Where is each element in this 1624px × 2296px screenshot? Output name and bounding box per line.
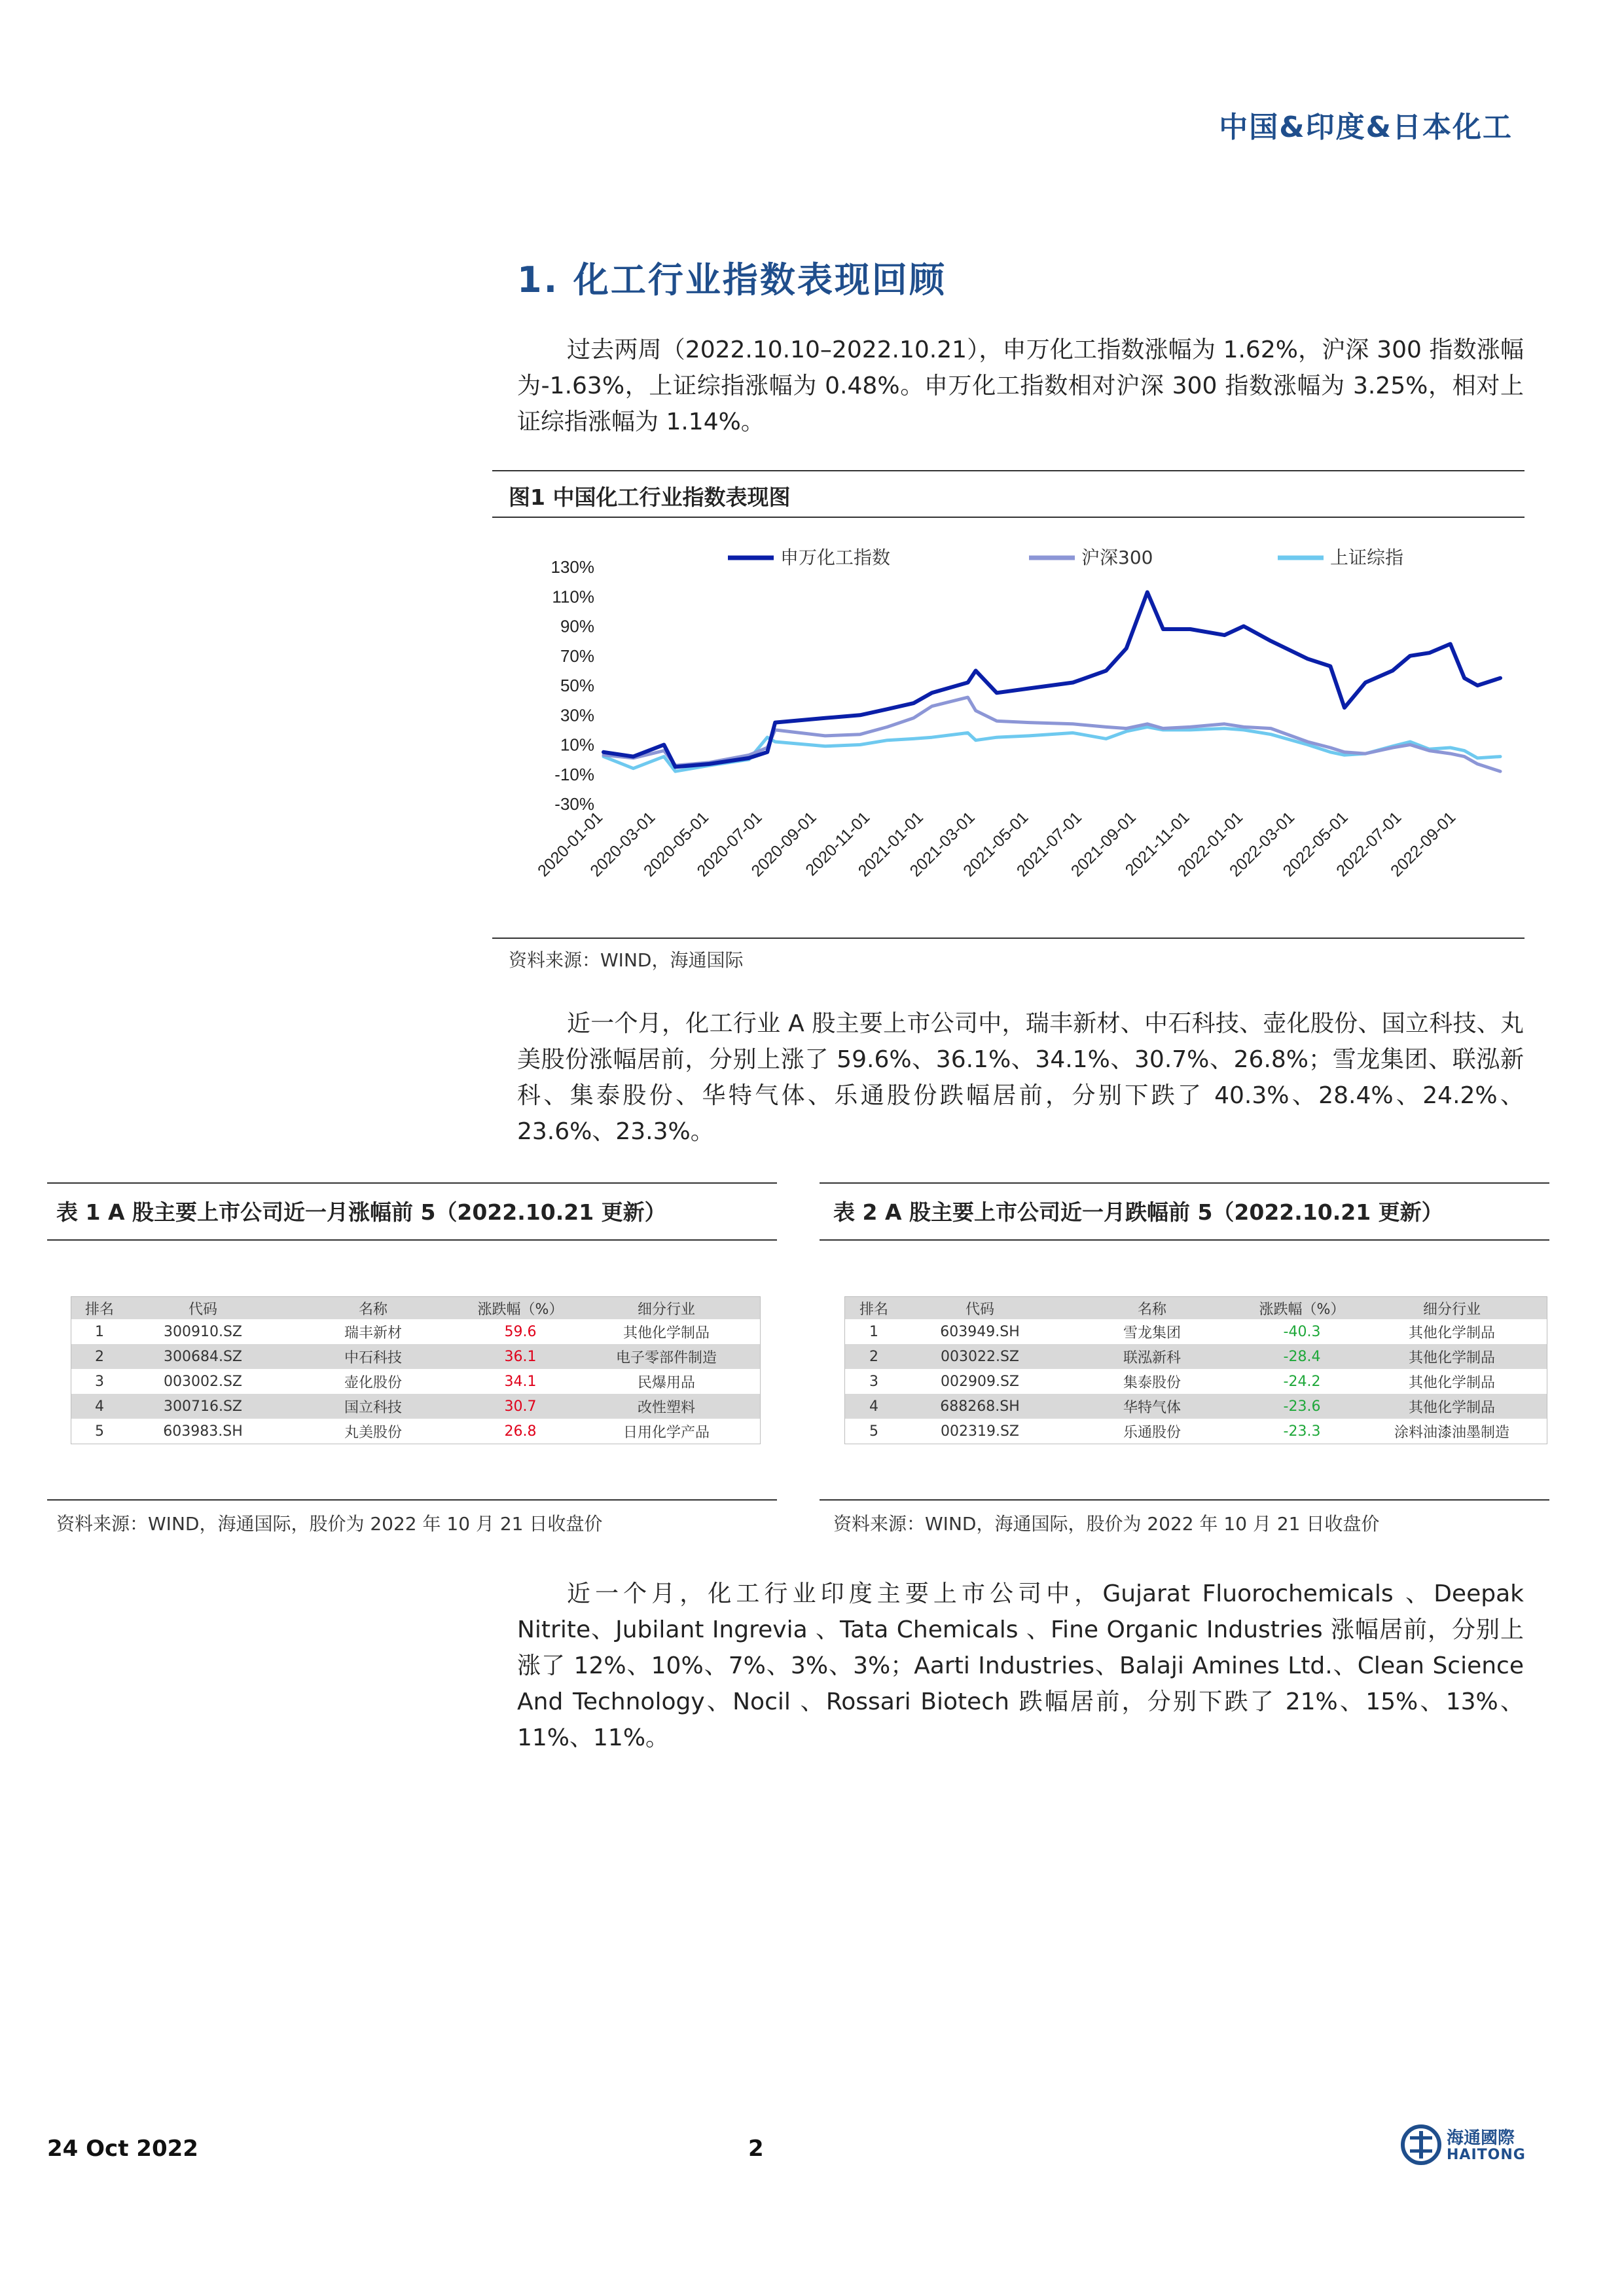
y-tick-label: 10%	[560, 735, 594, 755]
series-line	[604, 592, 1500, 767]
rank-cell: 2	[845, 1344, 903, 1369]
table2-top-rule	[820, 1182, 1549, 1184]
x-tick-label: 2021-11-01	[1121, 808, 1193, 880]
table-row	[71, 1369, 760, 1394]
legend-label: 上证综指	[1330, 547, 1404, 568]
change-cell: -28.4	[1247, 1344, 1357, 1369]
paragraph-text: 过去两周（2022.10.10–2022.10.21），申万化工指数涨幅为 1.62%，沪深 300 指数涨幅为-1.63%，上证综指涨幅为 0.48%。申万化工指数相对沪深 300 指数涨幅为 3.25%，相对上证综指涨幅为 1.14%。	[517, 337, 1524, 435]
x-tick-label: 2020-05-01	[640, 808, 713, 881]
rank-cell: 1	[869, 1323, 878, 1340]
column-header: 名称	[1057, 1297, 1247, 1319]
table-row	[71, 1344, 760, 1369]
name-cell: 乐通股份	[1123, 1424, 1181, 1441]
rank-cell: 4	[845, 1394, 903, 1419]
column-header: 代码	[128, 1297, 278, 1319]
name-cell: 联泓新科	[1057, 1344, 1247, 1369]
industry-cell: 其他化学制品	[623, 1324, 710, 1341]
x-tick-label: 2020-11-01	[802, 808, 874, 880]
change-cell: 34.1	[468, 1369, 573, 1394]
table-row	[845, 1419, 1547, 1444]
code-cell: 603983.SH	[163, 1423, 243, 1440]
industry-cell: 电子零部件制造	[573, 1344, 760, 1369]
y-tick-label: -30%	[554, 794, 594, 814]
code-cell: 603949.SH	[940, 1323, 1020, 1340]
table2-caption-rule	[820, 1239, 1549, 1241]
rank-cell: 4	[71, 1394, 128, 1419]
table-row	[845, 1369, 1547, 1394]
code-cell: 300910.SZ	[163, 1323, 242, 1340]
x-tick-label: 2021-09-01	[1067, 808, 1140, 881]
section-title: 1. 化工行业指数表现回顾	[517, 259, 947, 301]
x-tick-label: 2020-03-01	[586, 808, 659, 881]
table1-bottom-rule	[47, 1499, 777, 1501]
y-tick-label: 70%	[560, 646, 594, 666]
paragraph-a-share-movers	[517, 1006, 1524, 1150]
change-cell: 30.7	[468, 1394, 573, 1419]
chart-legend	[728, 547, 1403, 568]
column-header: 排名	[845, 1297, 903, 1319]
name-cell: 华特气体	[1057, 1394, 1247, 1419]
change-cell: -23.3	[1247, 1419, 1357, 1444]
industry-cell: 涂料油漆油墨制造	[1394, 1424, 1509, 1441]
name-cell: 瑞丰新材	[344, 1324, 402, 1341]
column-header: 细分行业	[1357, 1297, 1547, 1319]
code-cell: 300684.SZ	[128, 1344, 278, 1369]
y-tick-label: 90%	[560, 616, 594, 636]
x-tick-label: 2022-01-01	[1174, 808, 1247, 881]
rank-cell: 5	[95, 1423, 104, 1440]
industry-cell: 其他化学制品	[1357, 1344, 1547, 1369]
table-row	[71, 1419, 760, 1444]
x-tick-label: 2022-03-01	[1225, 808, 1299, 881]
column-header: 代码	[903, 1297, 1057, 1319]
y-axis	[551, 557, 595, 814]
paragraph-text: 近一个月，化工行业印度主要上市公司中，Gujarat Fluorochemicals 、Deepak Nitrite、Jubilant Ingrevia 、Tata Chemicals 、Fine Organic Industries 涨幅居前，分别上涨了 12%、10%、7%、3%、3%；Aarti Industries、Balaji Amines Ltd.、Clean Science And Technology、Nocil 、Rossari Biotech 跌幅居前，分别下跌了 21%、15%、13%、11%、11%。	[517, 1580, 1524, 1751]
figure-source: 资料来源：WIND，海通国际	[509, 949, 744, 971]
table-row	[845, 1394, 1547, 1419]
table2-caption: 表 2 A 股主要上市公司近一月跌幅前 5（2022.10.21 更新）	[833, 1199, 1443, 1225]
x-tick-label: 2020-09-01	[748, 808, 820, 881]
x-axis	[534, 808, 1459, 880]
rank-cell: 1	[95, 1323, 104, 1340]
column-header: 细分行业	[573, 1297, 760, 1319]
change-cell: -24.2	[1247, 1369, 1357, 1394]
y-tick-label: 130%	[550, 557, 594, 577]
x-tick-label: 2022-05-01	[1279, 808, 1352, 881]
table1-caption-rule	[47, 1239, 777, 1241]
x-tick-label: 2021-05-01	[960, 808, 1032, 881]
x-tick-label: 2020-07-01	[693, 808, 766, 881]
logo-text-en: HAITONG	[1447, 2147, 1526, 2163]
paragraph-india-movers	[517, 1576, 1524, 1756]
paragraph-index-performance	[517, 332, 1524, 440]
change-cell: -40.3	[1247, 1319, 1357, 1344]
change-cell: -23.6	[1247, 1394, 1357, 1419]
code-cell: 003022.SZ	[903, 1344, 1057, 1369]
name-cell: 中石科技	[278, 1344, 468, 1369]
y-tick-label: 50%	[560, 676, 594, 695]
x-tick-label: 2021-01-01	[854, 808, 927, 881]
industry-cell: 其他化学制品	[1357, 1394, 1547, 1419]
table-header-row	[71, 1297, 760, 1319]
table-row	[845, 1344, 1547, 1369]
chart-series	[604, 592, 1500, 772]
legend-label: 沪深300	[1081, 547, 1153, 568]
rank-cell: 5	[869, 1423, 878, 1440]
table2-bottom-rule	[820, 1499, 1549, 1501]
table2	[845, 1297, 1547, 1444]
table-row	[71, 1394, 760, 1419]
code-cell: 300716.SZ	[128, 1394, 278, 1419]
table2-source: 资料来源：WIND，海通国际，股价为 2022 年 10 月 21 日收盘价	[833, 1513, 1380, 1535]
report-header-title: 中国&印度&日本化工	[1219, 111, 1513, 144]
rank-cell: 3	[95, 1373, 104, 1390]
column-header: 涨跌幅（%）	[468, 1297, 573, 1319]
change-cell: 59.6	[468, 1319, 573, 1344]
y-tick-label: -10%	[554, 764, 594, 784]
table1-caption: 表 1 A 股主要上市公司近一月涨幅前 5（2022.10.21 更新）	[56, 1199, 666, 1225]
x-tick-label: 2021-03-01	[906, 808, 979, 881]
industry-cell: 日用化学产品	[623, 1424, 710, 1441]
footer-date: 24 Oct 2022	[47, 2136, 198, 2162]
name-cell: 集泰股份	[1123, 1374, 1181, 1391]
table-header-row	[845, 1297, 1547, 1319]
column-header: 排名	[71, 1297, 128, 1319]
industry-cell: 民爆用品	[637, 1374, 695, 1391]
table2-frame	[844, 1296, 1547, 1444]
name-cell: 丸美股份	[344, 1424, 402, 1441]
x-tick-label: 2022-09-01	[1387, 808, 1460, 881]
logo-text-cn: 海通國際	[1447, 2128, 1515, 2148]
column-header: 名称	[278, 1297, 468, 1319]
rank-cell: 2	[71, 1344, 128, 1369]
table1	[71, 1297, 760, 1444]
industry-cell: 改性塑料	[573, 1394, 760, 1419]
figure-top-rule	[492, 470, 1525, 471]
name-cell: 壶化股份	[344, 1374, 402, 1391]
table-row	[845, 1319, 1547, 1344]
figure-bottom-rule	[492, 938, 1525, 939]
page-number: 2	[748, 2136, 764, 2162]
code-cell: 002319.SZ	[940, 1423, 1019, 1440]
y-tick-label: 30%	[560, 705, 594, 725]
name-cell: 雪龙集团	[1123, 1324, 1181, 1341]
change-cell: 36.1	[468, 1344, 573, 1369]
rank-cell: 3	[869, 1373, 878, 1390]
series-line	[604, 727, 1500, 771]
x-tick-label: 2020-01-01	[534, 808, 607, 881]
index-performance-chart	[492, 524, 1525, 936]
industry-cell: 其他化学制品	[1408, 1324, 1495, 1341]
table1-frame	[71, 1296, 761, 1444]
column-header: 涨跌幅（%）	[1247, 1297, 1357, 1319]
x-tick-label: 2022-07-01	[1333, 808, 1405, 881]
table1-top-rule	[47, 1182, 777, 1184]
code-cell: 003002.SZ	[163, 1373, 242, 1390]
code-cell: 688268.SH	[903, 1394, 1057, 1419]
x-tick-label: 2021-07-01	[1013, 808, 1086, 881]
figure-caption: 图1 中国化工行业指数表现图	[509, 484, 791, 510]
haitong-logo	[1401, 2123, 1532, 2169]
industry-cell: 其他化学制品	[1408, 1374, 1495, 1391]
haitong-logo-icon	[1401, 2124, 1441, 2165]
table-row	[71, 1319, 760, 1344]
y-tick-label: 110%	[552, 587, 594, 607]
legend-label: 申万化工指数	[780, 547, 891, 568]
code-cell: 002909.SZ	[940, 1373, 1019, 1390]
figure-caption-rule	[492, 517, 1525, 518]
table1-source: 资料来源：WIND，海通国际，股价为 2022 年 10 月 21 日收盘价	[56, 1513, 603, 1535]
change-cell: 26.8	[468, 1419, 573, 1444]
paragraph-text: 近一个月，化工行业 A 股主要上市公司中，瑞丰新材、中石科技、壶化股份、国立科技、丸美股份涨幅居前，分别上涨了 59.6%、36.1%、34.1%、30.7%、26.8%；雪龙集团、联泓新科、集泰股份、华特气体、乐通股份跌幅居前，分别下跌了 40.3%、28.4%、24.2%、23.6%、23.3%。	[517, 1010, 1524, 1145]
name-cell: 国立科技	[278, 1394, 468, 1419]
